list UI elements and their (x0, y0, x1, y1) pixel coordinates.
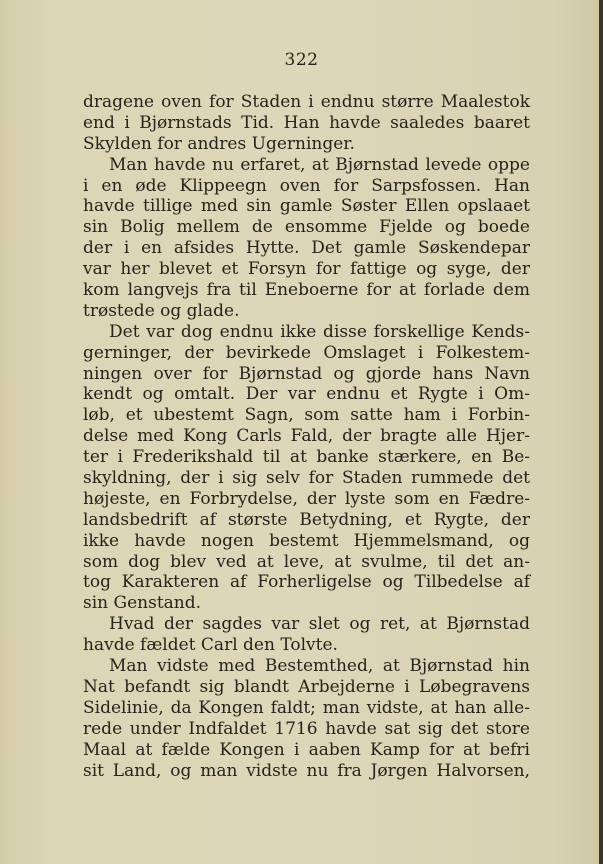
text-line: Nat befandt sig blandt Arbejderne i Løbegravens (83, 676, 530, 697)
text-line: kendt og omtalt. Der var endnu et Rygte i Om- (83, 384, 530, 405)
text-line: Maal at fælde Kongen i aaben Kamp for at befri (83, 739, 530, 760)
text-line: trøstede og glade. (83, 300, 240, 321)
text-line: der i en afsides Hytte. Det gamle Søskendepar (83, 238, 530, 259)
body-text (83, 92, 530, 781)
text-line: tog Karakteren af Forherligelse og Tilbedelse af (83, 572, 530, 593)
text-line: Hvad der sagdes var slet og ret, at Bjørnstad (109, 614, 530, 635)
text-line: havde fældet Carl den Tolvte. (83, 635, 338, 656)
text-line: ningen over for Bjørnstad og gjorde hans Navn (83, 363, 530, 384)
text-line: i en øde Klippeegn oven for Sarpsfossen. Han (83, 175, 530, 196)
text-line: var her blevet et Forsyn for fattige og syge, der (83, 259, 530, 280)
text-line: Det var dog endnu ikke disse forskellige Kends- (109, 321, 530, 342)
text-line: gerninger, der bevirkede Omslaget i Folkestem- (83, 342, 530, 363)
text-line: end i Bjørnstads Tid. Han havde saaledes baaret (83, 112, 530, 133)
text-line: sin Bolig mellem de ensomme Fjelde og boede (83, 217, 530, 238)
text-line: sit Land, og man vidste nu fra Jørgen Halvorsen, (83, 760, 530, 781)
text-line: havde tillige med sin gamle Søster Ellen opslaaet (83, 196, 530, 217)
text-line: dragene oven for Staden i endnu større Maalestok (83, 92, 530, 112)
page-edge-shadow (599, 0, 603, 864)
text-line: delse med Kong Carls Fald, der bragte alle Hjer- (83, 426, 530, 447)
text-line: kom langvejs fra til Eneboerne for at forlade dem (83, 280, 530, 301)
text-line: som dog blev ved at leve, at svulme, til det an- (83, 551, 530, 572)
text-line: løb, et ubestemt Sagn, som satte ham i Forbin- (83, 405, 530, 426)
text-line: højeste, en Forbrydelse, der lyste som en Fædre- (83, 488, 530, 509)
text-line: Man havde nu erfaret, at Bjørnstad levede oppe (109, 154, 530, 175)
text-line: landsbedrift af største Betydning, et Rygte, der (83, 509, 530, 530)
page-number: 322 (284, 50, 319, 70)
text-line: rede under Indfaldet 1716 havde sat sig det store (83, 718, 530, 739)
text-line: ter i Frederikshald til at banke stærkere, en Be- (83, 447, 530, 468)
text-line: Sidelinie, da Kongen faldt; man vidste, at han alle- (83, 697, 530, 718)
text-line: Man vidste med Bestemthed, at Bjørnstad hin (109, 656, 530, 677)
text-line: Skylden for andres Ugerninger. (83, 133, 355, 154)
text-line: skyldning, der i sig selv for Staden rummede det (83, 468, 530, 489)
text-line: ikke havde nogen bestemt Hjemmelsmand, og (83, 530, 530, 551)
text-line: sin Genstand. (83, 593, 202, 614)
